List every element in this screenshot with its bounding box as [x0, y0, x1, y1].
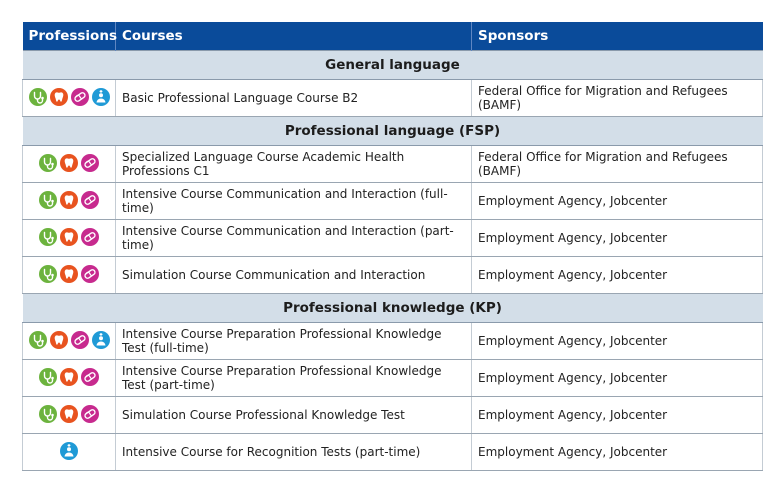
table-header-row — [23, 22, 763, 51]
table-row — [23, 146, 763, 183]
tooth-icon — [60, 265, 78, 283]
pill-icon — [71, 88, 89, 106]
table-row — [23, 80, 763, 117]
table-body — [23, 51, 763, 471]
stethoscope-icon — [39, 154, 57, 172]
pill-icon — [71, 331, 89, 349]
tooth-icon — [60, 154, 78, 172]
professions-cell — [23, 397, 116, 434]
pill-icon — [81, 405, 99, 423]
course-cell: Intensive Course Communication and Interaction (full-time) — [116, 183, 472, 220]
sponsor-cell: Employment Agency, Jobcenter — [472, 220, 763, 257]
professions-cell — [23, 146, 116, 183]
nurse-icon — [92, 331, 110, 349]
table-row — [23, 257, 763, 294]
tooth-icon — [60, 191, 78, 209]
course-cell: Simulation Course Professional Knowledge Test — [116, 397, 472, 434]
professions-cell — [23, 434, 116, 471]
table-row — [23, 323, 763, 360]
tooth-icon — [60, 228, 78, 246]
nurse-icon — [60, 442, 78, 460]
sponsor-cell: Employment Agency, Jobcenter — [472, 183, 763, 220]
tooth-icon — [60, 368, 78, 386]
course-cell: Intensive Course for Recognition Tests (part-time) — [116, 434, 472, 471]
sponsor-cell: Employment Agency, Jobcenter — [472, 434, 763, 471]
header-courses: Courses — [116, 22, 472, 51]
sponsor-cell: Employment Agency, Jobcenter — [472, 257, 763, 294]
tooth-icon — [60, 405, 78, 423]
header-sponsors: Sponsors — [472, 22, 763, 51]
table-row — [23, 360, 763, 397]
course-cell: Specialized Language Course Academic Health Professions C1 — [116, 146, 472, 183]
sponsor-cell: Employment Agency, Jobcenter — [472, 323, 763, 360]
stethoscope-icon — [39, 368, 57, 386]
professions-cell — [23, 220, 116, 257]
stethoscope-icon — [39, 265, 57, 283]
stethoscope-icon — [39, 405, 57, 423]
stethoscope-icon — [39, 191, 57, 209]
stethoscope-icon — [29, 331, 47, 349]
professions-cell — [23, 183, 116, 220]
nurse-icon — [92, 88, 110, 106]
sponsor-cell: Employment Agency, Jobcenter — [472, 397, 763, 434]
sponsor-cell: Federal Office for Migration and Refugees (BAMF) — [472, 146, 763, 183]
sponsor-cell: Employment Agency, Jobcenter — [472, 360, 763, 397]
section-row — [23, 51, 763, 80]
stethoscope-icon — [39, 228, 57, 246]
section-title: Professional language (FSP) — [23, 117, 763, 146]
section-row — [23, 294, 763, 323]
pill-icon — [81, 191, 99, 209]
stethoscope-icon — [29, 88, 47, 106]
pill-icon — [81, 154, 99, 172]
table-row — [23, 183, 763, 220]
professions-cell — [23, 360, 116, 397]
header-professions: Professions — [23, 22, 116, 51]
pill-icon — [81, 228, 99, 246]
tooth-icon — [50, 331, 68, 349]
course-cell: Basic Professional Language Course B2 — [116, 80, 472, 117]
course-cell: Intensive Course Communication and Interaction (part-time) — [116, 220, 472, 257]
table-row — [23, 220, 763, 257]
professions-cell — [23, 323, 116, 360]
course-cell: Intensive Course Preparation Professional Knowledge Test (part-time) — [116, 360, 472, 397]
course-cell: Intensive Course Preparation Professional Knowledge Test (full-time) — [116, 323, 472, 360]
section-title: Professional knowledge (KP) — [23, 294, 763, 323]
course-cell: Simulation Course Communication and Interaction — [116, 257, 472, 294]
table-row — [23, 434, 763, 471]
table-row — [23, 397, 763, 434]
section-title: General language — [23, 51, 763, 80]
courses-table — [22, 22, 763, 471]
pill-icon — [81, 368, 99, 386]
professions-cell — [23, 80, 116, 117]
tooth-icon — [50, 88, 68, 106]
sponsor-cell: Federal Office for Migration and Refugees (BAMF) — [472, 80, 763, 117]
pill-icon — [81, 265, 99, 283]
professions-cell — [23, 257, 116, 294]
section-row — [23, 117, 763, 146]
